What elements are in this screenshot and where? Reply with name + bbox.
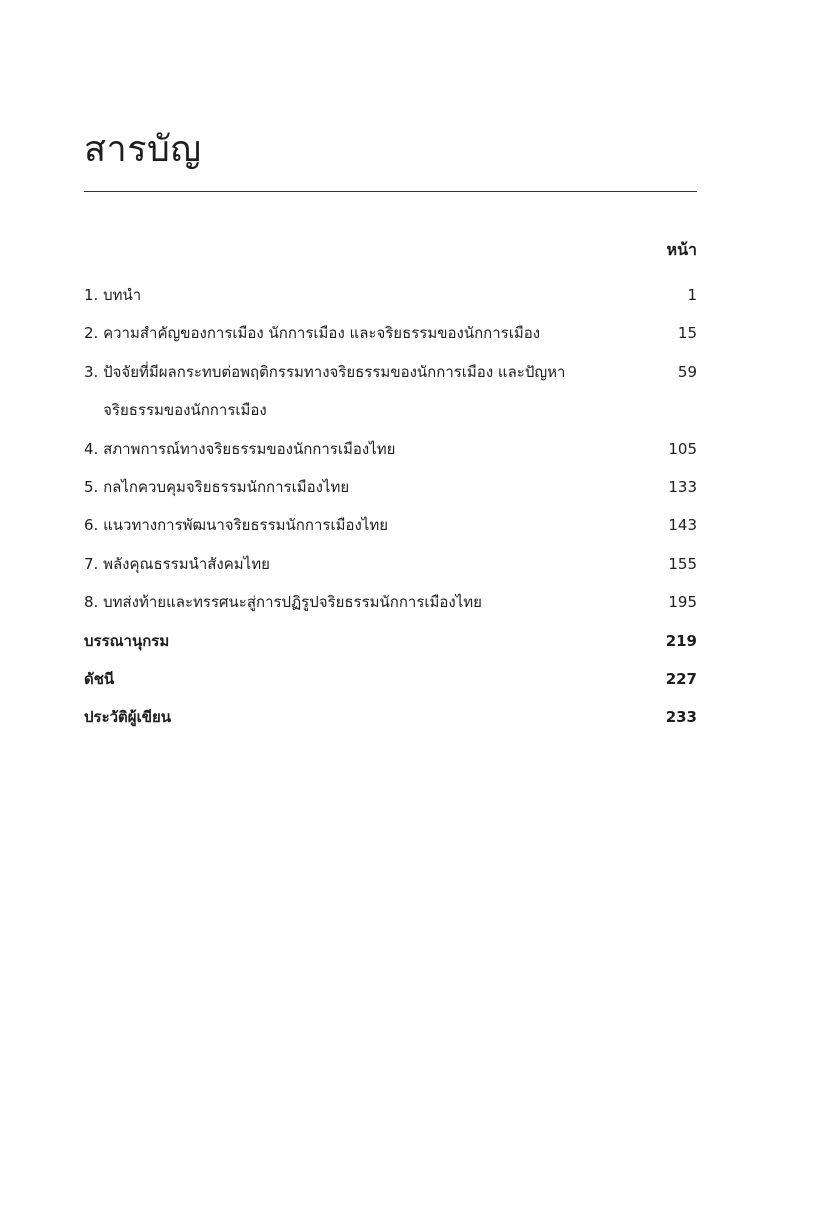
toc-entry-text: บทนำ — [103, 286, 142, 304]
toc-entry-number: 7. — [84, 554, 104, 573]
toc-entry-number: 5. — [84, 478, 104, 497]
toc-entry-page: 195 — [668, 593, 697, 612]
toc-entry-text: ดัชนี — [84, 670, 115, 689]
toc-entry-title — [84, 545, 667, 583]
toc-entry-page: 1 — [687, 286, 697, 304]
toc-entry-title — [84, 583, 667, 621]
toc-entry — [84, 314, 697, 352]
toc-entry — [84, 545, 697, 583]
toc-entry-title — [84, 468, 667, 506]
toc-entry — [84, 506, 697, 544]
toc-entry — [84, 468, 697, 506]
toc-entry-text: สภาพการณ์ทางจริยธรรมของนักการเมืองไทย — [103, 439, 396, 458]
toc-entry — [84, 583, 697, 621]
toc-entry-number: 6. — [84, 516, 104, 535]
toc-entry-page: 155 — [668, 554, 697, 573]
toc-entry-text: บทส่งท้ายและทรรศนะสู่การปฏิรูปจริยธรรมนักการเมืองไทย — [103, 593, 482, 612]
toc-entry-page: 105 — [668, 439, 697, 458]
toc-entry-title — [84, 430, 667, 468]
toc-entry-text: ปัจจัยที่มีผลกระทบต่อพฤติกรรมทางจริยธรรมของนักการเมือง และปัญหาจริยธรรมของนักการเมือง — [103, 362, 566, 420]
toc-entry-backmatter — [84, 622, 697, 660]
toc-entry — [84, 353, 697, 430]
toc-entry-number: 1. — [84, 286, 104, 304]
toc-entry-page: 219 — [665, 631, 697, 650]
toc-entry-title — [84, 276, 667, 314]
toc-entry-backmatter — [84, 698, 697, 736]
toc-entry-text: บรรณานุกรม — [84, 631, 170, 650]
toc-entry-text: ความสำคัญของการเมือง นักการเมือง และจริยธรรมของนักการเมือง — [103, 324, 541, 343]
page-title: สารบัญ — [84, 129, 202, 170]
toc-entry-page: 133 — [668, 478, 697, 497]
toc-entry-page: 15 — [677, 324, 697, 343]
toc-entry-title — [84, 314, 667, 352]
toc-entry-number: 3. — [84, 362, 104, 381]
toc-entry-title — [84, 660, 666, 698]
toc-entry — [84, 276, 697, 314]
toc-entry-title — [84, 622, 666, 660]
title-divider — [84, 191, 697, 192]
toc-list — [84, 276, 697, 737]
toc-entry-page: 143 — [668, 516, 697, 535]
toc-entry — [84, 430, 697, 468]
toc-entry-text: พลังคุณธรรมนำสังคมไทย — [103, 554, 270, 573]
toc-entry-page: 233 — [665, 708, 697, 727]
toc-entry-text: แนวทางการพัฒนาจริยธรรมนักการเมืองไทย — [103, 516, 389, 535]
toc-entry-title — [84, 506, 667, 544]
toc-entry-text: กลไกควบคุมจริยธรรมนักการเมืองไทย — [103, 478, 350, 497]
toc-entry-number: 4. — [84, 439, 104, 458]
toc-entry-title — [84, 353, 667, 430]
toc-entry-text: ประวัติผู้เขียน — [84, 708, 172, 727]
toc-entry-page: 59 — [677, 362, 697, 381]
toc-entry-number: 2. — [84, 324, 104, 343]
page-column-header: หน้า — [666, 240, 697, 259]
toc-entry-number: 8. — [84, 593, 104, 612]
toc-entry-backmatter — [84, 660, 697, 698]
toc-entry-page: 227 — [665, 670, 697, 689]
toc-entry-title — [84, 698, 666, 736]
